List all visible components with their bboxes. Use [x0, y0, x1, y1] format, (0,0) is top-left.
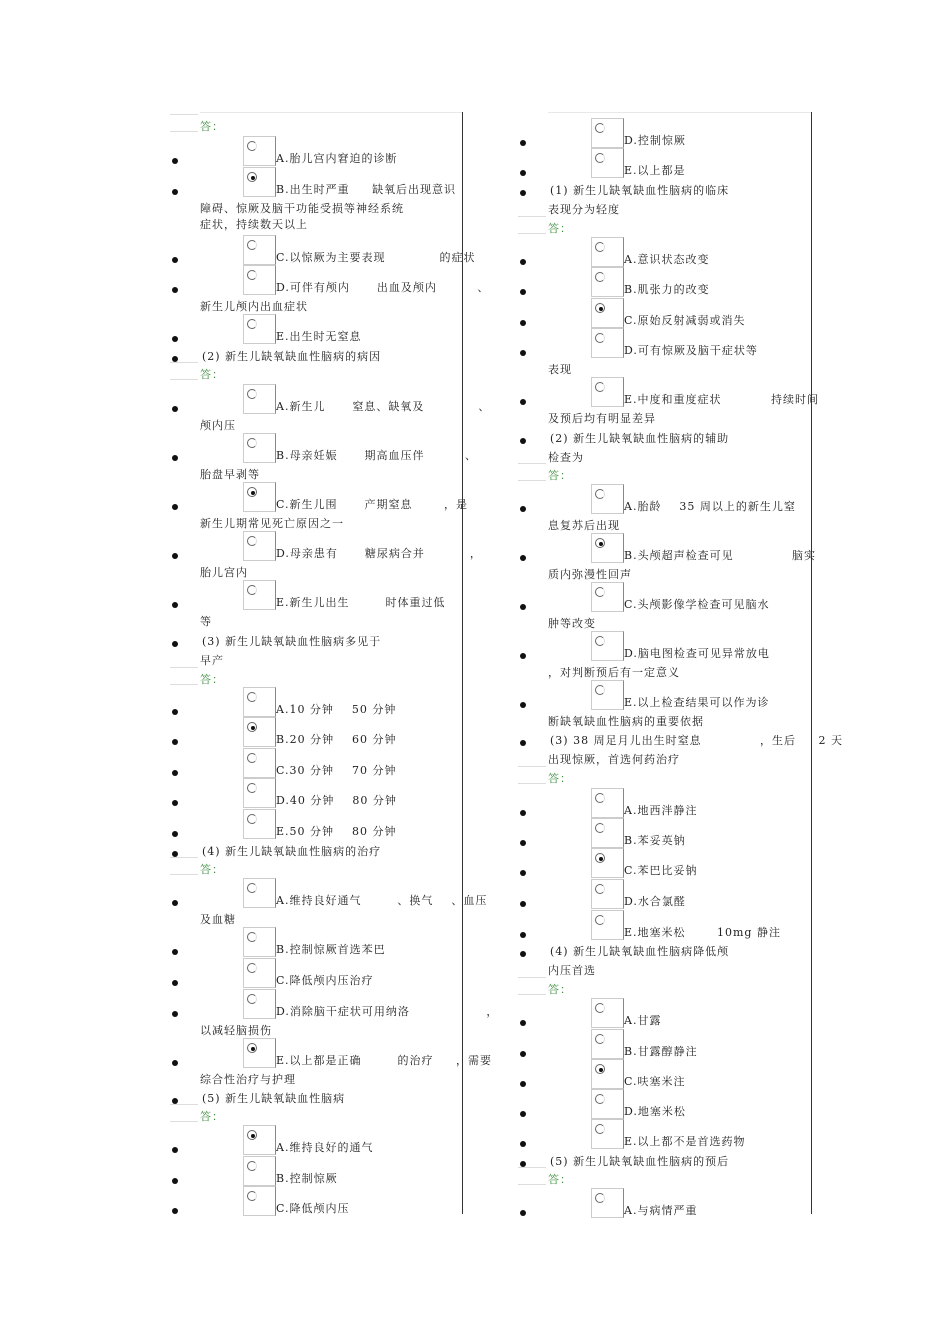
- radio-dot-icon: [599, 307, 603, 311]
- option-text: A.新生儿 窒息、缺氧及 、: [276, 400, 491, 413]
- question-text: (4) 新生儿缺氧缺血性脑病降低颅: [550, 945, 730, 958]
- option-text: D.控制惊厥: [624, 134, 686, 147]
- option-radio[interactable]: [243, 1038, 276, 1068]
- option-text: E.地塞米松 10mg 静注: [624, 926, 781, 939]
- list-bullet: [520, 438, 526, 444]
- option-radio[interactable]: [243, 717, 276, 747]
- option-text: D.母亲患有 糖尿病合并 ，: [276, 547, 482, 560]
- radio-empty-icon: [247, 692, 257, 702]
- option-text: D.可伴有颅内 出血及颅内 、: [276, 281, 490, 294]
- option-text: B.控制惊厥: [276, 1172, 338, 1185]
- list-bullet: [520, 320, 526, 326]
- list-bullet: [172, 336, 178, 342]
- list-bullet: [172, 1208, 178, 1214]
- answer-label: 答：: [548, 1173, 572, 1186]
- list-bullet: [520, 840, 526, 846]
- answer-label: 答：: [200, 1110, 224, 1123]
- option-text-continued: 颅内压: [200, 419, 236, 432]
- option-text-continued: 等: [200, 615, 212, 628]
- radio-empty-icon: [595, 915, 605, 925]
- radio-empty-icon: [595, 153, 605, 163]
- radio-empty-icon: [595, 1003, 605, 1013]
- list-bullet: [520, 1020, 526, 1026]
- answer-label: 答：: [200, 368, 224, 381]
- option-radio[interactable]: [591, 484, 624, 514]
- radio-empty-icon: [595, 1034, 605, 1044]
- radio-empty-icon: [595, 123, 605, 133]
- option-text: D.脑电图检查可见异常放电: [624, 647, 770, 660]
- radio-empty-icon: [247, 585, 257, 595]
- radio-selected-icon: [595, 853, 605, 863]
- radio-empty-icon: [595, 272, 605, 282]
- option-radio[interactable]: [591, 1089, 624, 1119]
- option-text: E.新生儿出生 时体重过低: [276, 596, 446, 609]
- answer-box: [170, 114, 198, 132]
- list-bullet: [172, 770, 178, 776]
- list-bullet: [172, 831, 178, 837]
- option-radio[interactable]: [243, 748, 276, 778]
- option-text: B.甘露醇静注: [624, 1045, 698, 1058]
- option-radio[interactable]: [243, 927, 276, 957]
- option-text: D.可有惊厥及脑干症状等: [624, 344, 758, 357]
- radio-selected-icon: [595, 1064, 605, 1074]
- radio-empty-icon: [247, 963, 257, 973]
- option-radio[interactable]: [243, 384, 276, 414]
- option-text: E.50 分钟 80 分钟: [276, 825, 397, 838]
- question-text: (5) 新生儿缺氧缺血性脑病: [202, 1092, 346, 1105]
- option-text: D.地塞米松: [624, 1105, 686, 1118]
- radio-empty-icon: [595, 1124, 605, 1134]
- radio-selected-icon: [247, 1043, 257, 1053]
- radio-empty-icon: [595, 333, 605, 343]
- option-radio[interactable]: [591, 1188, 624, 1218]
- option-radio[interactable]: [243, 1186, 276, 1216]
- option-radio[interactable]: [243, 136, 276, 166]
- list-bullet: [172, 709, 178, 715]
- list-bullet: [520, 506, 526, 512]
- answer-box: [518, 216, 546, 234]
- option-text-continued: 表现: [548, 363, 572, 376]
- radio-empty-icon: [247, 389, 257, 399]
- option-text: C.呋塞米注: [624, 1075, 686, 1088]
- option-text: A.与病情严重: [624, 1204, 698, 1217]
- list-bullet: [520, 740, 526, 746]
- list-bullet: [520, 289, 526, 295]
- radio-empty-icon: [247, 814, 257, 824]
- option-radio[interactable]: [591, 1029, 624, 1059]
- option-radio[interactable]: [243, 235, 276, 265]
- answer-label: 答：: [200, 673, 224, 686]
- question-text: (3) 38 周足月儿出生时窒息 ，生后 2 天: [550, 734, 844, 747]
- question-text-continued: 检查为: [548, 451, 584, 464]
- option-radio[interactable]: [243, 1156, 276, 1186]
- option-text: B.出生时严重 缺氧后出现意识: [276, 183, 457, 196]
- radio-empty-icon: [247, 270, 257, 280]
- option-radio[interactable]: [591, 267, 624, 297]
- list-bullet: [172, 900, 178, 906]
- list-bullet: [172, 287, 178, 293]
- list-bullet: [520, 870, 526, 876]
- option-text: B.头颅超声检查可见 脑实: [624, 549, 817, 562]
- radio-dot-icon: [251, 176, 255, 180]
- list-bullet: [172, 257, 178, 263]
- list-bullet: [172, 739, 178, 745]
- radio-selected-icon: [247, 487, 257, 497]
- radio-empty-icon: [595, 1193, 605, 1203]
- option-text: D.水合氯醛: [624, 895, 686, 908]
- option-text: C.以惊厥为主要表现 的症状: [276, 251, 476, 264]
- option-text-continued: 及血糖: [200, 913, 236, 926]
- option-radio[interactable]: [243, 958, 276, 988]
- radio-empty-icon: [595, 489, 605, 499]
- radio-dot-icon: [599, 857, 603, 861]
- answer-label: 答：: [200, 863, 224, 876]
- list-bullet: [172, 800, 178, 806]
- option-radio[interactable]: [243, 265, 276, 295]
- list-bullet: [172, 641, 178, 647]
- radio-empty-icon: [595, 382, 605, 392]
- answer-label: 答：: [548, 772, 572, 785]
- radio-empty-icon: [595, 587, 605, 597]
- option-radio[interactable]: [591, 148, 624, 178]
- radio-empty-icon: [595, 685, 605, 695]
- list-bullet: [520, 1141, 526, 1147]
- answer-box: [518, 463, 546, 481]
- option-text: E.以上都是: [624, 164, 686, 177]
- option-text: B.苯妥英钠: [624, 834, 686, 847]
- answer-label: 答：: [548, 469, 572, 482]
- radio-empty-icon: [247, 994, 257, 1004]
- option-text: A.意识状态改变: [624, 253, 710, 266]
- option-text: A.10 分钟 50 分钟: [276, 703, 397, 716]
- option-radio[interactable]: [243, 778, 276, 808]
- list-bullet: [520, 399, 526, 405]
- list-bullet: [172, 1060, 178, 1066]
- option-text: A.地西泮静注: [624, 804, 698, 817]
- option-text-continued: 以减轻脑损伤: [200, 1024, 272, 1037]
- option-radio[interactable]: [591, 998, 624, 1028]
- list-bullet: [520, 190, 526, 196]
- option-text: B.控制惊厥首选苯巴: [276, 943, 386, 956]
- list-bullet: [520, 702, 526, 708]
- option-text: C.30 分钟 70 分钟: [276, 764, 397, 777]
- option-text: C.降低颅内压治疗: [276, 974, 374, 987]
- option-radio[interactable]: [243, 989, 276, 1019]
- answer-box: [170, 667, 198, 685]
- list-bullet: [520, 653, 526, 659]
- question-text: (4) 新生儿缺氧缺血性脑病的治疗: [202, 845, 382, 858]
- option-radio[interactable]: [591, 1119, 624, 1149]
- radio-empty-icon: [595, 884, 605, 894]
- question-text: (5) 新生儿缺氧缺血性脑病的预后: [550, 1155, 730, 1168]
- radio-empty-icon: [595, 242, 605, 252]
- list-bullet: [172, 1011, 178, 1017]
- radio-empty-icon: [247, 783, 257, 793]
- radio-dot-icon: [599, 542, 603, 546]
- option-text: A.胎儿宫内窘迫的诊断: [276, 152, 398, 165]
- list-bullet: [172, 980, 178, 986]
- option-text: E.出生时无窒息: [276, 330, 362, 343]
- list-bullet: [172, 602, 178, 608]
- radio-empty-icon: [595, 793, 605, 803]
- list-bullet: [520, 604, 526, 610]
- list-bullet: [172, 455, 178, 461]
- radio-empty-icon: [247, 438, 257, 448]
- radio-dot-icon: [251, 726, 255, 730]
- answer-label: 答：: [200, 120, 224, 133]
- answer-box: [518, 977, 546, 995]
- question-text: (2) 新生儿缺氧缺血性脑病的病因: [202, 350, 382, 363]
- option-text-continued: 肿等改变: [548, 617, 596, 630]
- question-text-continued: 出现惊厥，首选何药治疗: [548, 753, 680, 766]
- list-bullet: [520, 810, 526, 816]
- list-bullet: [520, 901, 526, 907]
- radio-dot-icon: [251, 1134, 255, 1138]
- list-bullet: [172, 189, 178, 195]
- option-text-continued: 症状，持续数天以上: [200, 218, 308, 231]
- question-text-continued: 表现分为轻度: [548, 203, 620, 216]
- option-text-continued: 断缺氧缺血性脑病的重要依据: [548, 715, 704, 728]
- question-text: (3) 新生儿缺氧缺血性脑病多见于: [202, 635, 382, 648]
- answer-box: [170, 362, 198, 380]
- option-text: C.原始反射减弱或消失: [624, 314, 746, 327]
- option-text-continued: 质内弥漫性回声: [548, 568, 632, 581]
- option-radio[interactable]: [591, 582, 624, 612]
- radio-empty-icon: [595, 823, 605, 833]
- option-text: C.新生儿围 产期窒息 ，是: [276, 498, 468, 511]
- option-text: C.苯巴比妥钠: [624, 864, 698, 877]
- option-text: D.消除脑干症状可用纳洛 ，: [276, 1005, 499, 1018]
- option-radio[interactable]: [243, 687, 276, 717]
- radio-selected-icon: [247, 1130, 257, 1140]
- option-text-continued: ，对判断预后有一定意义: [548, 666, 680, 679]
- question-text-continued: 早产: [200, 654, 224, 667]
- list-bullet: [172, 1147, 178, 1153]
- list-bullet: [172, 406, 178, 412]
- list-bullet: [520, 1210, 526, 1216]
- list-bullet: [520, 350, 526, 356]
- option-radio[interactable]: [591, 118, 624, 148]
- option-radio[interactable]: [243, 1125, 276, 1155]
- answer-label: 答：: [548, 222, 572, 235]
- option-radio[interactable]: [243, 809, 276, 839]
- radio-selected-icon: [247, 722, 257, 732]
- radio-dot-icon: [251, 491, 255, 495]
- option-radio[interactable]: [591, 848, 624, 878]
- option-radio[interactable]: [591, 818, 624, 848]
- option-text: C.降低颅内压: [276, 1202, 350, 1215]
- right-column: [518, 112, 844, 1217]
- option-radio[interactable]: [591, 237, 624, 267]
- list-bullet: [172, 949, 178, 955]
- option-text-continued: 息复苏后出现: [548, 519, 620, 532]
- question-text: (2) 新生儿缺氧缺血性脑病的辅助: [550, 432, 730, 445]
- radio-dot-icon: [251, 1047, 255, 1051]
- list-bullet: [172, 1178, 178, 1184]
- list-bullet: [520, 1111, 526, 1117]
- answer-box: [518, 1167, 546, 1185]
- list-bullet: [520, 140, 526, 146]
- answer-box: [170, 1104, 198, 1122]
- left-column: [170, 112, 499, 1215]
- radio-empty-icon: [247, 141, 257, 151]
- radio-empty-icon: [247, 753, 257, 763]
- option-text-continued: 胎儿宫内: [200, 566, 248, 579]
- option-radio[interactable]: [243, 433, 276, 463]
- radio-empty-icon: [247, 883, 257, 893]
- option-text-continued: 综合性治疗与护理: [200, 1073, 296, 1086]
- option-text: E.以上都不是首选药物: [624, 1135, 746, 1148]
- option-text: B.20 分钟 60 分钟: [276, 733, 397, 746]
- option-radio[interactable]: [243, 531, 276, 561]
- answer-label: 答：: [548, 983, 572, 996]
- radio-selected-icon: [595, 303, 605, 313]
- option-text: A.甘露: [624, 1014, 662, 1027]
- option-text-continued: 胎盘早剥等: [200, 468, 260, 481]
- radio-empty-icon: [595, 1094, 605, 1104]
- question-text-continued: 内压首选: [548, 964, 596, 977]
- answer-box: [170, 857, 198, 875]
- list-bullet: [172, 504, 178, 510]
- radio-selected-icon: [595, 538, 605, 548]
- option-text-continued: 新生儿期常见死亡原因之一: [200, 517, 344, 530]
- list-bullet: [172, 158, 178, 164]
- radio-selected-icon: [247, 172, 257, 182]
- option-text-continued: 新生儿颅内出血症状: [200, 300, 308, 313]
- question-text: (1) 新生儿缺氧缺血性脑病的临床: [550, 184, 730, 197]
- option-text: B.母亲妊娠 期高血压伴 、: [276, 449, 478, 462]
- list-bullet: [520, 951, 526, 957]
- list-bullet: [172, 553, 178, 559]
- option-text: C.头颅影像学检查可见脑水: [624, 598, 770, 611]
- option-text: A.维持良好的通气: [276, 1141, 374, 1154]
- option-radio[interactable]: [243, 878, 276, 908]
- radio-empty-icon: [595, 636, 605, 646]
- radio-dot-icon: [599, 1068, 603, 1072]
- option-radio[interactable]: [591, 328, 624, 358]
- option-text: A.胎龄 35 周以上的新生儿窒: [624, 500, 796, 513]
- option-text: E.以上检查结果可以作为诊: [624, 696, 770, 709]
- radio-empty-icon: [247, 319, 257, 329]
- list-bullet: [520, 555, 526, 561]
- option-radio[interactable]: [591, 788, 624, 818]
- list-bullet: [520, 1081, 526, 1087]
- option-text: A.维持良好通气 、换气 、血压: [276, 894, 488, 907]
- radio-empty-icon: [247, 1161, 257, 1171]
- list-bullet: [520, 932, 526, 938]
- option-radio[interactable]: [591, 631, 624, 661]
- list-bullet: [520, 1051, 526, 1057]
- option-text: E.中度和重度症状 持续时间: [624, 393, 819, 406]
- option-radio[interactable]: [591, 298, 624, 328]
- answer-box: [518, 766, 546, 784]
- option-radio[interactable]: [243, 167, 276, 197]
- list-bullet: [520, 259, 526, 265]
- option-radio[interactable]: [591, 910, 624, 940]
- option-radio[interactable]: [591, 377, 624, 407]
- radio-empty-icon: [247, 536, 257, 546]
- option-radio[interactable]: [591, 533, 624, 563]
- option-text: E.以上都是正确 的治疗 ，需要: [276, 1054, 492, 1067]
- radio-empty-icon: [247, 240, 257, 250]
- option-text-continued: 障碍、惊厥及脑干功能受损等神经系统: [200, 202, 404, 215]
- option-text: D.40 分钟 80 分钟: [276, 794, 397, 807]
- option-radio[interactable]: [591, 680, 624, 710]
- list-bullet: [520, 170, 526, 176]
- option-radio[interactable]: [243, 482, 276, 512]
- option-text: B.肌张力的改变: [624, 283, 710, 296]
- option-radio[interactable]: [243, 314, 276, 344]
- option-radio[interactable]: [243, 580, 276, 610]
- option-radio[interactable]: [591, 1059, 624, 1089]
- option-radio[interactable]: [591, 879, 624, 909]
- option-text-continued: 及预后均有明显差异: [548, 412, 656, 425]
- radio-empty-icon: [247, 932, 257, 942]
- radio-empty-icon: [247, 1191, 257, 1201]
